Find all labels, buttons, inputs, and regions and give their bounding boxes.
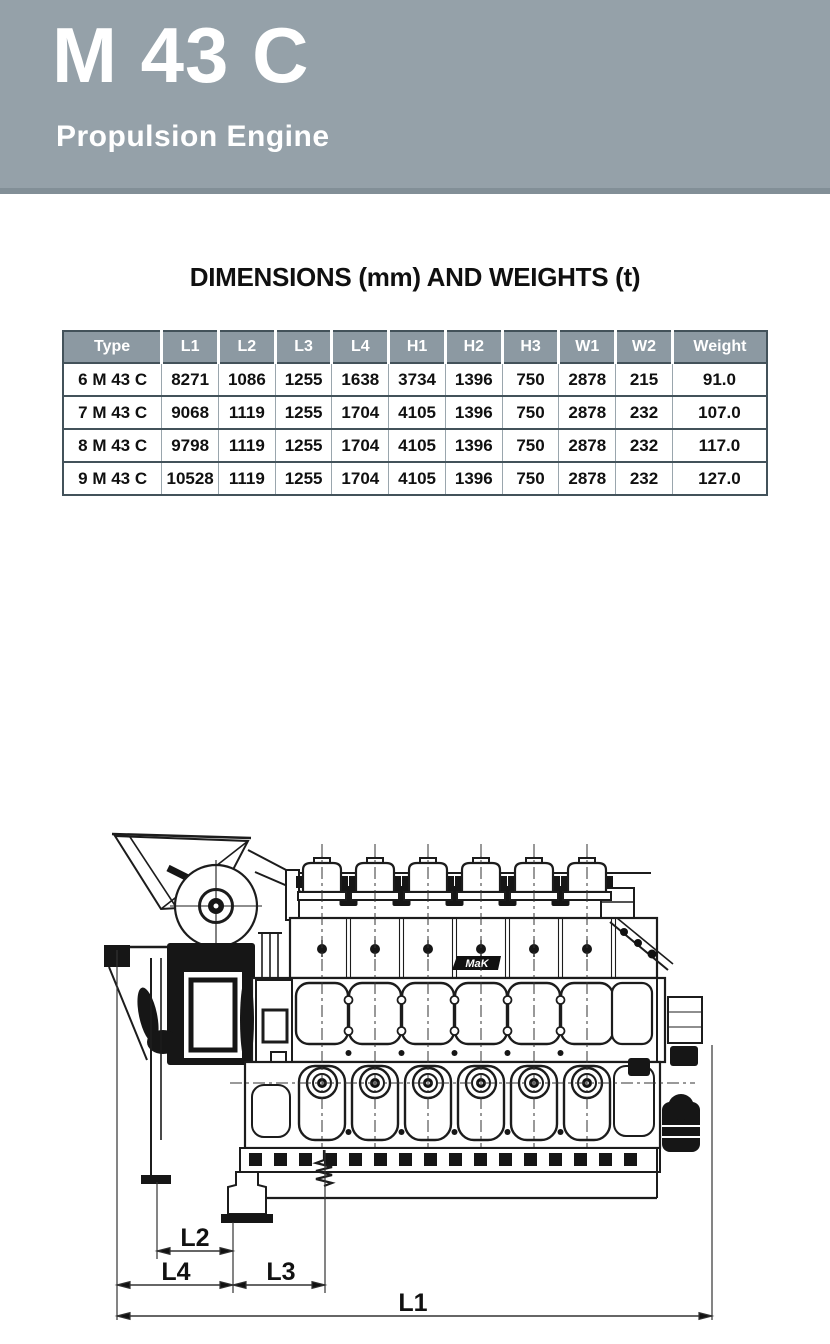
dimension-value-cell: 1119 bbox=[219, 396, 276, 429]
dimension-value-cell: 2878 bbox=[559, 462, 616, 495]
dimension-value-cell: 4105 bbox=[389, 396, 446, 429]
engine-type-cell: 8 M 43 C bbox=[63, 429, 162, 462]
dimension-value-cell: 107.0 bbox=[672, 396, 767, 429]
dimension-value-cell: 1396 bbox=[445, 363, 502, 396]
engine-side-view-drawing bbox=[0, 810, 830, 1344]
mak-logo-text: MaK bbox=[465, 958, 489, 970]
dimension-value-cell: 8271 bbox=[162, 363, 219, 396]
dimension-value-cell: 4105 bbox=[389, 429, 446, 462]
dimension-value-cell: 1704 bbox=[332, 462, 389, 495]
dimension-value-cell: 1638 bbox=[332, 363, 389, 396]
dimension-value-cell: 1255 bbox=[275, 429, 332, 462]
dimension-value-cell: 1255 bbox=[275, 462, 332, 495]
dimension-l2 bbox=[157, 1224, 233, 1254]
dimension-value-cell: 232 bbox=[616, 462, 673, 495]
column-header-weight: Weight bbox=[672, 331, 767, 363]
l4-label: L4 bbox=[161, 1258, 191, 1286]
dimension-value-cell: 91.0 bbox=[672, 363, 767, 396]
table-row bbox=[63, 462, 767, 495]
dimension-value-cell: 1396 bbox=[445, 462, 502, 495]
dimension-value-cell: 1119 bbox=[219, 462, 276, 495]
dimension-value-cell: 750 bbox=[502, 363, 559, 396]
page-header bbox=[0, 0, 830, 194]
column-header-l2: L2 bbox=[219, 331, 276, 363]
engine-block bbox=[221, 844, 695, 1223]
engine-type-cell: 9 M 43 C bbox=[63, 462, 162, 495]
column-header-w1: W1 bbox=[559, 331, 616, 363]
dimension-l1 bbox=[117, 1289, 712, 1319]
l2-label: L2 bbox=[180, 1224, 210, 1252]
dimension-value-cell: 9798 bbox=[162, 429, 219, 462]
dimension-value-cell: 1119 bbox=[219, 429, 276, 462]
column-header-l3: L3 bbox=[275, 331, 332, 363]
dimension-value-cell: 1704 bbox=[332, 429, 389, 462]
column-header-l1: L1 bbox=[162, 331, 219, 363]
column-header-w2: W2 bbox=[616, 331, 673, 363]
section-heading: DIMENSIONS (mm) AND WEIGHTS (t) bbox=[189, 262, 641, 292]
engine-foot bbox=[228, 1172, 266, 1214]
dimension-value-cell: 10528 bbox=[162, 462, 219, 495]
column-header-h1: H1 bbox=[389, 331, 446, 363]
mak-logo bbox=[452, 956, 501, 970]
column-header-h2: H2 bbox=[445, 331, 502, 363]
dimension-l4 bbox=[117, 1258, 233, 1288]
dimension-value-cell: 1396 bbox=[445, 429, 502, 462]
l3-label: L3 bbox=[266, 1258, 296, 1286]
column-header-h3: H3 bbox=[502, 331, 559, 363]
l1-label: L1 bbox=[398, 1289, 428, 1317]
table-row bbox=[63, 396, 767, 429]
page-subtitle: Propulsion Engine bbox=[56, 120, 330, 153]
dimensions-weights-table bbox=[62, 330, 768, 496]
dimension-value-cell: 117.0 bbox=[672, 429, 767, 462]
dimension-value-cell: 232 bbox=[616, 396, 673, 429]
column-header-type: Type bbox=[63, 331, 162, 363]
dimension-value-cell: 3734 bbox=[389, 363, 446, 396]
dimension-value-cell: 232 bbox=[616, 429, 673, 462]
dimension-value-cell: 1255 bbox=[275, 363, 332, 396]
dimension-value-cell: 750 bbox=[502, 429, 559, 462]
dimension-value-cell: 750 bbox=[502, 462, 559, 495]
engine-type-cell: 7 M 43 C bbox=[63, 396, 162, 429]
dimension-value-cell: 1086 bbox=[219, 363, 276, 396]
dimension-value-cell: 4105 bbox=[389, 462, 446, 495]
page-title: M 43 C bbox=[52, 11, 310, 99]
dimension-l3 bbox=[233, 1258, 325, 1288]
dimension-value-cell: 2878 bbox=[559, 429, 616, 462]
table-header-row bbox=[63, 331, 767, 363]
table-row bbox=[63, 429, 767, 462]
table-row bbox=[63, 363, 767, 396]
dimension-value-cell: 2878 bbox=[559, 363, 616, 396]
column-header-l4: L4 bbox=[332, 331, 389, 363]
dimension-value-cell: 1396 bbox=[445, 396, 502, 429]
dimension-value-cell: 1704 bbox=[332, 396, 389, 429]
dimension-value-cell: 9068 bbox=[162, 396, 219, 429]
dimension-value-cell: 127.0 bbox=[672, 462, 767, 495]
dimension-value-cell: 1255 bbox=[275, 396, 332, 429]
dimension-value-cell: 215 bbox=[616, 363, 673, 396]
engine-type-cell: 6 M 43 C bbox=[63, 363, 162, 396]
dimension-value-cell: 750 bbox=[502, 396, 559, 429]
dimension-value-cell: 2878 bbox=[559, 396, 616, 429]
